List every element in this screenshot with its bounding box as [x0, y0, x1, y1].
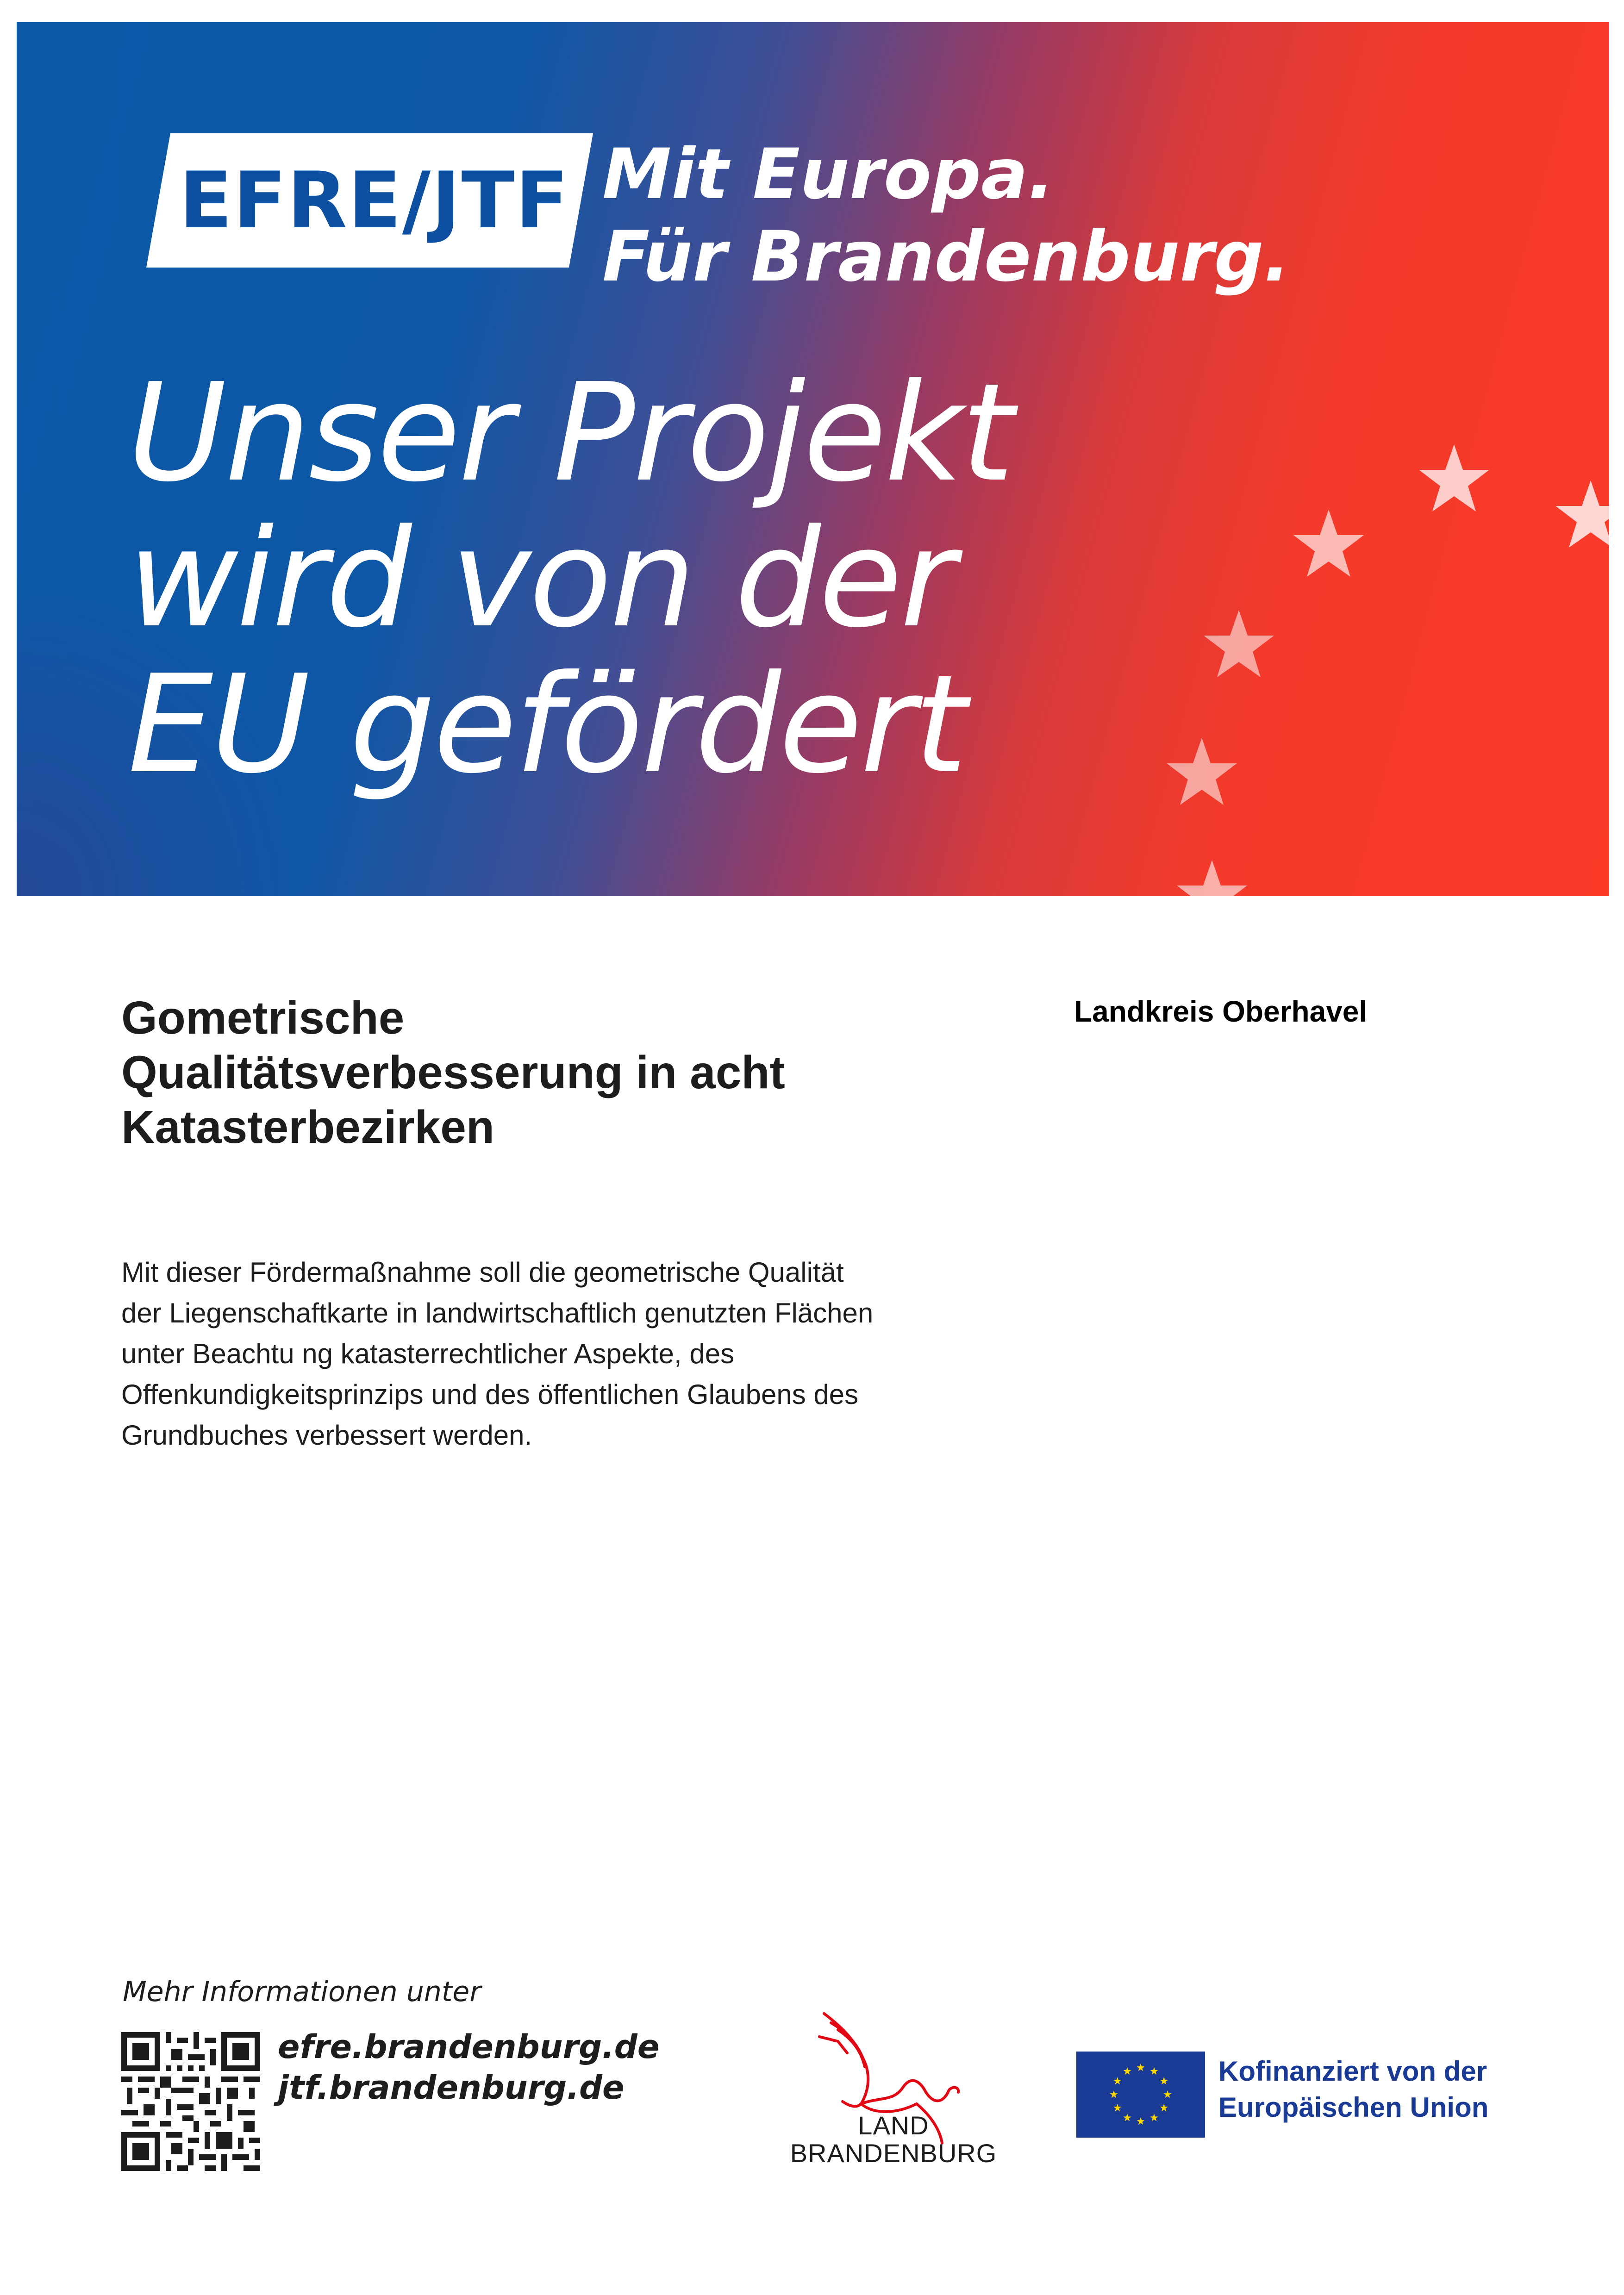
star-icon [1204, 610, 1274, 677]
eu-star-icon [1160, 2077, 1168, 2084]
eu-star-icon [1137, 2117, 1144, 2125]
description-line: Mit dieser Fördermaßnahme soll die geometrische Qualität [121, 1257, 844, 1288]
slogan-line-1: Mit Europa. [602, 134, 1055, 215]
brandenburg-logo-text [787, 2112, 1000, 2167]
eu-star-icon [1150, 2067, 1158, 2075]
star-icon [1167, 738, 1237, 805]
star-icon [1419, 444, 1489, 511]
headline-line-1: Unser Projekt [128, 354, 1012, 511]
eu-star-icon [1137, 2064, 1144, 2071]
eu-star-icon [1113, 2077, 1121, 2084]
eu-star-icon [1150, 2114, 1158, 2121]
star-icon [1555, 480, 1609, 548]
qr-code-icon[interactable] [121, 2032, 260, 2171]
link-jtf[interactable]: jtf.brandenburg.de [278, 2069, 625, 2107]
slogan-line-2: Für Brandenburg. [602, 217, 1290, 297]
project-title [121, 991, 955, 1154]
description-line: unter Beachtu ng katasterrechtlicher Aspekte, des [121, 1338, 735, 1369]
description-line: Offenkundigkeitsprinzips und des öffentlichen Glaubens des [121, 1379, 859, 1410]
description-line: der Liegenschaftkarte in landwirtschaftlich genutzten Flächen [121, 1297, 874, 1328]
eu-star-icon [1160, 2104, 1168, 2111]
hero-banner [17, 22, 1609, 896]
eu-star-icon [1110, 2090, 1118, 2098]
brandenburg-name-label: BRANDENBURG [790, 2139, 997, 2168]
description-line: Grundbuches verbessert werden. [121, 1420, 532, 1451]
eu-cofunding-line-1: Kofinanziert von der [1218, 2056, 1487, 2087]
info-links [278, 2027, 659, 2108]
headline-line-3: EU gefördert [128, 646, 966, 803]
headline [128, 354, 1012, 803]
project-title-line-3: Katasterbezirken [121, 1101, 494, 1153]
star-icon [1177, 860, 1247, 896]
eu-stars-icon [1076, 2052, 1205, 2138]
star-icon [1293, 510, 1364, 577]
link-efre[interactable]: efre.brandenburg.de [278, 2028, 660, 2066]
project-title-line-1: Gometrische [121, 992, 405, 1044]
more-info-label: Mehr Informationen unter [123, 1976, 481, 2008]
eu-cofunding-label [1218, 2053, 1488, 2126]
eu-cofunding-line-2: Europäischen Union [1218, 2092, 1489, 2123]
eu-star-icon [1113, 2104, 1121, 2111]
slogan [602, 133, 1290, 298]
project-title-line-2: Qualitätsverbesserung in acht [121, 1047, 785, 1098]
eu-flag-icon [1076, 2052, 1205, 2138]
efre-jtf-logo [146, 133, 593, 268]
project-description [121, 1252, 1001, 1456]
eu-star-icon [1163, 2090, 1171, 2098]
brandenburg-land-label: LAND [858, 2111, 929, 2140]
efre-jtf-label: EFRE/JTF [179, 155, 569, 246]
organization-name: Landkreis Oberhavel [1074, 995, 1368, 1028]
eu-star-icon [1123, 2067, 1131, 2075]
eu-star-icon [1123, 2114, 1131, 2121]
headline-line-2: wird von der [128, 500, 954, 657]
